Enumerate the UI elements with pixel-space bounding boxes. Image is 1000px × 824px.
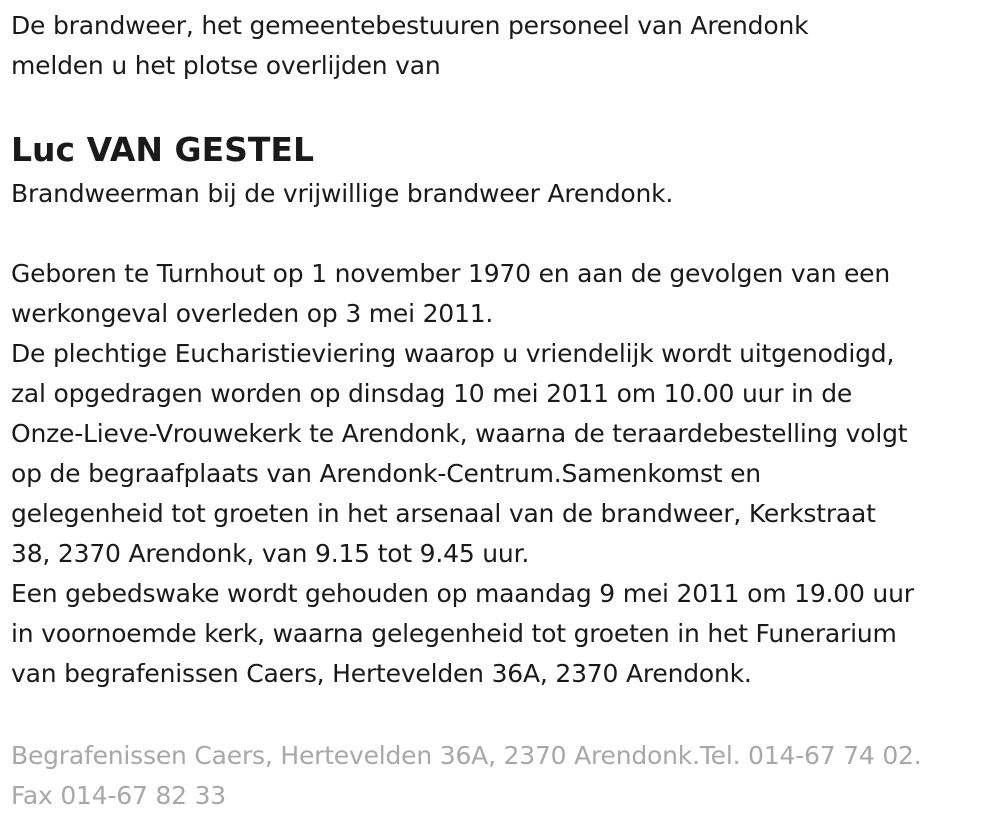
body-line: Een gebedswake wordt gehouden op maandag 9 mei 2011 om 19.00 uur [11, 579, 914, 608]
body-line: Geboren te Turnhout op 1 november 1970 en aan de gevolgen van een [11, 259, 891, 288]
body-line: werkongeval overleden op 3 mei 2011. [11, 299, 494, 328]
body-line: zal opgedragen worden op dinsdag 10 mei 2011 om 10.00 uur in de [11, 379, 853, 408]
footer-line-1: Begrafenissen Caers, Hertevelden 36A, 2370 Arendonk.Tel. 014-67 74 02. [11, 741, 922, 770]
intro-line-2: melden u het plotse overlijden van [11, 51, 441, 80]
body-line: van begrafenissen Caers, Hertevelden 36A, 2370 Arendonk. [11, 659, 752, 688]
spacer [11, 214, 991, 254]
body-line: in voornoemde kerk, waarna gelegenheid tot groeten in het Funerarium [11, 619, 897, 648]
obituary-notice [11, 6, 991, 816]
spacer [11, 694, 991, 736]
notice-body [11, 254, 991, 694]
body-line: 38, 2370 Arendonk, van 9.15 tot 9.45 uur. [11, 539, 530, 568]
body-line: op de begraafplaats van Arendonk-Centrum.Samenkomst en [11, 459, 761, 488]
body-line: De plechtige Eucharistieviering waarop u vriendelijk wordt uitgenodigd, [11, 339, 895, 368]
intro-line-1: De brandweer, het gemeentebestuuren personeel van Arendonk [11, 11, 809, 40]
body-line: gelegenheid tot groeten in het arsenaal van de brandweer, Kerkstraat [11, 499, 876, 528]
deceased-name: Luc VAN GESTEL [11, 130, 314, 169]
body-line: Onze-Lieve-Vrouwekerk te Arendonk, waarna de teraardebestelling volgt [11, 419, 908, 448]
funeral-home-footer [11, 736, 991, 816]
footer-line-2: Fax 014-67 82 33 [11, 781, 227, 810]
deceased-role: Brandweerman bij de vrijwillige brandweer Arendonk. [11, 179, 674, 208]
